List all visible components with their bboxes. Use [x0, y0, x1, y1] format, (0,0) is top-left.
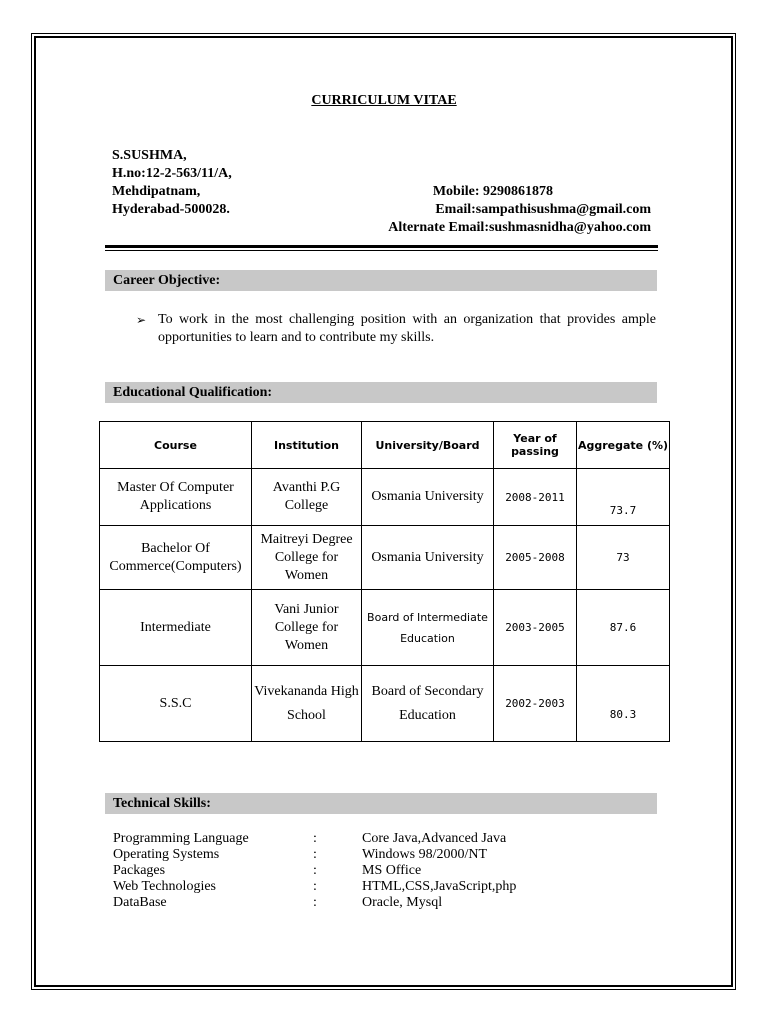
- skill-value: Windows 98/2000/NT: [362, 847, 488, 862]
- board-cell: Osmania University: [362, 526, 494, 590]
- aggregate-cell: 80.3: [577, 666, 670, 742]
- skill-value: MS Office: [362, 863, 422, 878]
- table-header-row: [100, 422, 670, 469]
- address-name: S.SUSHMA,: [112, 148, 187, 163]
- arrow-bullet-icon: ➢: [136, 313, 147, 327]
- skill-label: Programming Language: [113, 831, 249, 846]
- header-rule-thick: [105, 245, 658, 248]
- education-heading: Educational Qualification:: [105, 382, 657, 403]
- course-cell: Bachelor Of Commerce(Computers): [100, 526, 252, 590]
- skill-separator: :: [313, 863, 317, 878]
- skill-separator: :: [313, 847, 317, 862]
- header-rule-thin: [105, 250, 658, 251]
- institution-cell: Avanthi P.G College: [252, 469, 362, 526]
- skill-separator: :: [313, 879, 317, 894]
- year-cell: 2005-2008: [494, 526, 577, 590]
- institution-cell: Vivekananda High School: [252, 666, 362, 742]
- education-table: [99, 421, 670, 742]
- address-city: Hyderabad-500028.: [112, 202, 230, 217]
- alternate-email-address: Alternate Email:sushmasnidha@yahoo.com: [388, 220, 651, 235]
- course-cell: S.S.C: [100, 666, 252, 742]
- skill-label: Web Technologies: [113, 879, 216, 894]
- document-title: CURRICULUM VITAE: [311, 93, 457, 108]
- skill-label: Operating Systems: [113, 847, 220, 862]
- skill-value: Oracle, Mysql: [362, 895, 443, 910]
- course-cell: Intermediate: [100, 590, 252, 666]
- skill-separator: :: [313, 895, 317, 910]
- address-block: [112, 147, 232, 219]
- skill-separator: :: [313, 831, 317, 846]
- mobile-number: Mobile: 9290861878: [432, 184, 553, 199]
- header-aggregate: Aggregate (%): [577, 422, 670, 469]
- course-cell: Master Of Computer Applications: [100, 469, 252, 526]
- table-row: [100, 590, 670, 666]
- address-house-number: H.no:12-2-563/11/A,: [112, 166, 232, 181]
- skill-label: DataBase: [113, 895, 167, 910]
- table-row: [100, 526, 670, 590]
- skill-value: Core Java,Advanced Java: [362, 831, 507, 846]
- year-cell: 2003-2005: [494, 590, 577, 666]
- skill-label: Packages: [113, 863, 166, 878]
- career-objective: [136, 311, 656, 347]
- address-locality: Mehdipatnam,: [112, 184, 201, 199]
- aggregate-cell: 73: [577, 526, 670, 590]
- email-address: Email:sampathisushma@gmail.com: [435, 202, 651, 217]
- board-cell: Board of Secondary Education: [362, 666, 494, 742]
- technical-skills-heading: Technical Skills:: [105, 793, 657, 814]
- header-university-board: University/Board: [362, 422, 494, 469]
- year-cell: 2008-2011: [494, 469, 577, 526]
- aggregate-cell: 73.7: [577, 469, 670, 526]
- aggregate-cell: 87.6: [577, 590, 670, 666]
- header-course: Course: [100, 422, 252, 469]
- institution-cell: Maitreyi Degree College for Women: [252, 526, 362, 590]
- board-cell: Osmania University: [362, 469, 494, 526]
- header-year-of-passing: Year of passing: [494, 422, 577, 469]
- skill-value: HTML,CSS,JavaScript,php: [362, 879, 517, 894]
- institution-cell: Vani Junior College for Women: [252, 590, 362, 666]
- board-cell: Board of Intermediate Education: [362, 590, 494, 666]
- year-cell: 2002-2003: [494, 666, 577, 742]
- career-objective-heading: Career Objective:: [105, 270, 657, 291]
- table-row: [100, 469, 670, 526]
- career-objective-text: To work in the most challenging position with an organization that provides ample opportunities to learn and to contribute my skills.: [158, 312, 656, 345]
- table-row: [100, 666, 670, 742]
- contact-block: [388, 183, 651, 237]
- header-institution: Institution: [252, 422, 362, 469]
